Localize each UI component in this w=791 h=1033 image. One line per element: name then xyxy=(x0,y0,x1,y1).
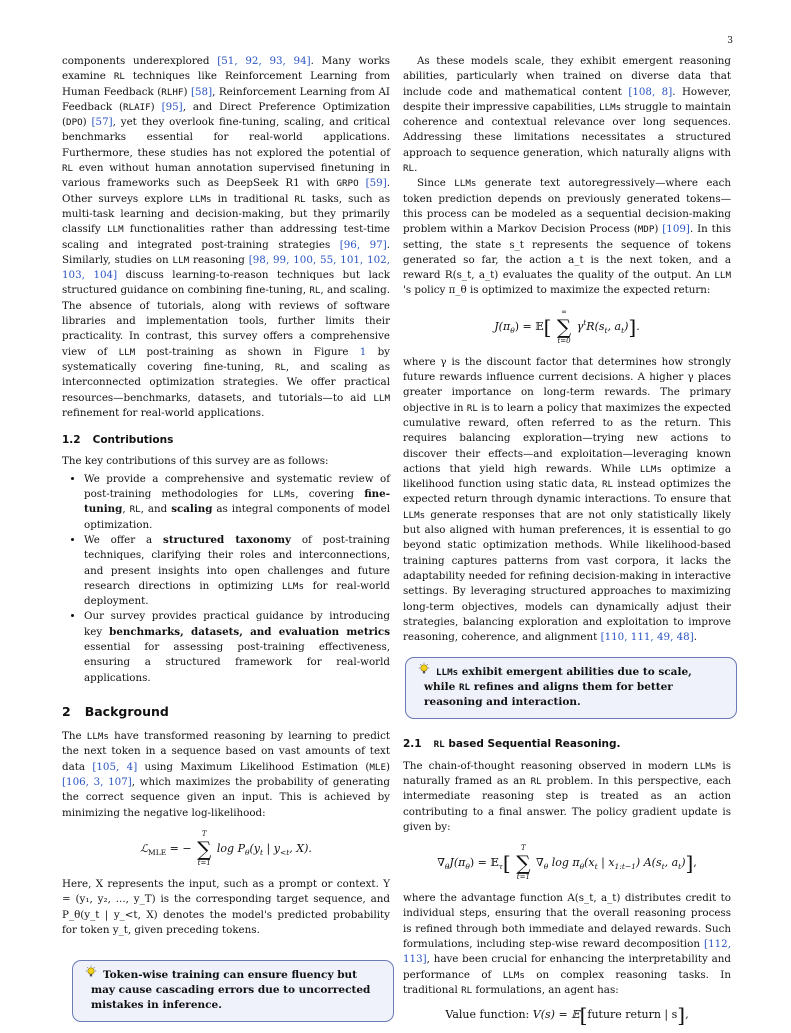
right-paragraph-1 xyxy=(403,54,731,176)
text-run: struggle to maintain coherence and contextual relevance over long sequences. Addressing these limitations necessitates a structured approach to sequence generation, which naturally aligns with xyxy=(403,100,732,159)
bold-term: scaling xyxy=(171,503,213,516)
acronym: RL xyxy=(62,163,74,175)
acronym: LLM xyxy=(373,392,390,404)
bold-term: fine-tuning xyxy=(84,488,390,516)
acronym: LLMs xyxy=(436,667,459,679)
text-run: . xyxy=(693,631,698,644)
pg-body3: (x xyxy=(584,856,595,870)
acronym: LLMs xyxy=(639,463,662,475)
return-reward: R(s xyxy=(586,319,605,333)
section-2-title: Background xyxy=(84,703,169,719)
pg-body5-sub: t xyxy=(661,862,665,872)
section-1-2-heading xyxy=(62,433,390,448)
pg-exp-sub: τ xyxy=(498,862,503,872)
citation-link[interactable]: [57] xyxy=(91,116,113,129)
contributions-list xyxy=(62,472,390,686)
text-run: as integral components of model optimization. xyxy=(84,503,390,531)
text-run: ) xyxy=(82,116,92,129)
mle-rhs-sub: θ xyxy=(244,847,250,857)
acronym: LLMs xyxy=(86,731,109,743)
text-run: 's policy π_θ is optimized to maximize the expected return: xyxy=(403,284,711,297)
mle-args3: , X). xyxy=(289,841,312,855)
text-run: exhibit emergent abilities due to scale, while xyxy=(424,666,692,694)
return-lhs-sub: θ xyxy=(510,325,515,335)
callout-token-wise xyxy=(72,960,394,1022)
pg-body6: , a xyxy=(664,856,679,870)
notation-paragraph xyxy=(62,877,390,938)
text-run: post-training as shown in Figure xyxy=(135,345,360,358)
text-run xyxy=(359,177,366,189)
acronym: RL xyxy=(129,504,141,516)
pg-body-sub: θ xyxy=(543,862,549,872)
text-run: , and scaling as interconnected optimization strategies. We offer practical resources—benchmarks, datasets, and tutorials—to aid xyxy=(62,360,390,404)
section-2-number: 2 xyxy=(62,703,71,719)
citation-link[interactable]: [106, 3, 107] xyxy=(62,776,132,789)
text-run: The xyxy=(62,730,87,743)
return-gamma: γ xyxy=(576,319,584,333)
right-paragraph-4 xyxy=(403,759,731,835)
citation-link[interactable]: [109] xyxy=(662,223,690,236)
return-mid: ) = 𝔼 xyxy=(514,319,544,333)
text-run: Here, X represents the input, such as a prompt or context. Y = (y₁, y₂, ..., y_T) is the corresponding target sequence, and P_θ(y_t | y_<t, X) denotes the model's predicted probability for token y_t, given preceding tokens. xyxy=(62,877,390,936)
pg-body7: ) xyxy=(681,856,686,870)
mle-lhs-sub: MLE xyxy=(148,847,167,857)
text-run: generate responses that are not only statistically likely but also aligned with human preferences, it is essential to go beyond static optimization methods. While likelihood-based training captures patterns from vast corpora, it lacks the adaptability needed for refining decision-making in interactive settings. By leveraging structured approaches to maximizing long-term objectives, models can dynamically adjust their strategies, balancing exploration and exploitation to improve reasoning, coherence, and alignment xyxy=(403,508,731,644)
text-run: on complex reasoning tasks. In traditional xyxy=(403,968,731,996)
bold-term: structured taxonomy xyxy=(163,533,291,546)
acronym: RL xyxy=(602,479,614,491)
citation-link[interactable]: [51, 92, 93, 94] xyxy=(217,55,311,67)
mle-rhs: log P xyxy=(216,841,245,855)
text-run: . Other surveys explore xyxy=(62,177,390,205)
acronym: LLMs xyxy=(273,489,296,501)
pg-body4-sub: 1:t−1 xyxy=(614,862,636,872)
vf-lhs: V(s) = 𝔼 xyxy=(532,1008,580,1022)
section-2-1-number: 2.1 xyxy=(403,738,422,751)
text-run: discuss learning-to-reason techniques but lack structured guidance on combining fine-tuning, xyxy=(62,269,390,297)
mle-sum-bottom: t=1 xyxy=(197,858,211,867)
citation-link[interactable]: [95] xyxy=(161,100,183,113)
citation-link[interactable]: [108, 8] xyxy=(628,85,673,98)
vf-label: Value function: xyxy=(445,1008,533,1022)
return-reward2-sub: t xyxy=(621,325,625,335)
mle-sum-top: T xyxy=(201,829,207,838)
text-run: have transformed reasoning by learning to predict the next token in a sequence based on vast amounts of text data xyxy=(62,730,390,773)
acronym: RL xyxy=(403,163,415,175)
text-run: optimize a likelihood function using static data, xyxy=(403,462,731,491)
pg-nabla-sub: θ xyxy=(444,862,450,872)
acronym: LLMs xyxy=(281,580,304,592)
text-run: . Similarly, studies on xyxy=(62,238,390,266)
value-function-equation: Value function: V(s) = 𝔼[future return | s], xyxy=(445,1003,689,1028)
text-run: formulations, an agent has: xyxy=(472,983,619,996)
acronym: RL xyxy=(113,71,125,83)
text-run: problem. In this perspective, each intermediate reasoning step is treated as an action contributing to a final answer. The policy gradient update is given by: xyxy=(403,774,731,833)
acronym: LLMs xyxy=(403,509,426,521)
section-2-1-heading xyxy=(403,737,731,752)
text-run: reasoning xyxy=(189,253,249,266)
section-1-2-title: Contributions xyxy=(92,434,174,447)
text-run: ) xyxy=(150,100,162,113)
bold-term: benchmarks, datasets, and evaluation metrics xyxy=(109,625,390,638)
text-run: Since xyxy=(417,177,455,190)
text-run: in traditional xyxy=(211,192,295,205)
text-run: , yet they overlook fine-tuning, scaling, and critical benchmarks essential for real-world applications. Furthermore, these studies has not explored the potential of xyxy=(62,116,390,159)
callout-token-wise-text: Token-wise training can ensure fluency but may cause cascading errors due to uncorrected mistakes in inference. xyxy=(91,969,371,1012)
text-run: generate text autoregressively—where each token prediction depends on previously generated tokens—this process can be modeled as a sequential decision-making problem within a Markov Decision Process ( xyxy=(403,177,731,236)
citation-link[interactable]: [59] xyxy=(365,177,387,190)
text-run: , and xyxy=(140,503,172,516)
text-run: ) xyxy=(385,760,391,773)
text-run: We provide a comprehensive and systematic review of post-training methodologies for xyxy=(84,472,390,501)
acronym: LLM xyxy=(107,224,124,236)
acronym: RL xyxy=(466,402,478,414)
text-run: instead optimizes the expected return through dynamic interactions. To ensure that xyxy=(403,478,731,506)
pg-sum-top: T xyxy=(521,844,526,853)
contribution-item xyxy=(84,472,390,533)
citation-link[interactable]: [96, 97] xyxy=(339,238,387,251)
right-column xyxy=(403,54,731,1033)
text-run: We offer a xyxy=(84,533,164,546)
pg-body: ∇ xyxy=(536,856,544,870)
text-run: techniques like Reinforcement Learning from Human Feedback ( xyxy=(62,70,390,98)
text-run: , and Direct Preference Optimization ( xyxy=(62,100,390,129)
mle-lhs: ℒ xyxy=(140,841,149,855)
mle-args: (y xyxy=(249,841,261,855)
text-run: , which maximizes the probability of generating the correct sequence given an input. This is achieved by minimizing the negative log-likelihood: xyxy=(62,776,390,819)
text-run: Our survey provides practical guidance by introducing key xyxy=(84,610,390,638)
text-run: for real-world deployment. xyxy=(84,579,390,608)
text-run: is naturally framed as an xyxy=(403,759,731,787)
acronym: RL xyxy=(459,682,471,694)
acronym: LLMs xyxy=(502,969,525,981)
citation-link[interactable]: [58] xyxy=(190,85,213,98)
return-reward3: ) xyxy=(624,319,629,333)
text-run: , xyxy=(122,503,130,516)
text-run: functionalities rather than addressing test-time scaling and integrated post-training strategies xyxy=(62,223,390,251)
text-run: components underexplored xyxy=(62,55,218,67)
section-1-2-number: 1.2 xyxy=(62,434,81,447)
contributions-intro: The key contributions of this survey are as follows: xyxy=(62,455,329,468)
acronym: RLAIF xyxy=(123,101,151,113)
text-run: , Reinforcement Learning from AI Feedback ( xyxy=(62,85,390,113)
vf-body: future return | s xyxy=(587,1008,678,1022)
acronym: RLHF xyxy=(161,86,184,98)
callout-emergent xyxy=(405,657,737,719)
right-paragraph-5 xyxy=(403,891,731,998)
text-run: , covering xyxy=(295,488,365,501)
pg-sum: T ∑ t=1 xyxy=(516,844,531,882)
mle-sum: T ∑ t=1 xyxy=(197,829,212,867)
text-run: . In this setting, the state s_t represents the sequence of tokens generated so far, the action a_t is the next token, and a reward R(s_t, a_t) evaluates the quality of the output. An xyxy=(403,223,731,282)
text-run: The chain-of-thought reasoning observed in modern xyxy=(403,759,695,772)
acronym: LLMs xyxy=(189,193,212,205)
return-sum-top: ∞ xyxy=(561,307,567,316)
acronym: MLE xyxy=(369,761,386,773)
contribution-item xyxy=(84,609,390,685)
pg-body4: | x xyxy=(597,856,615,870)
acronym: GRPO xyxy=(336,178,359,190)
citation-link[interactable]: [105, 4] xyxy=(92,760,138,773)
acronym: LLM xyxy=(172,254,190,266)
acronym: RL xyxy=(309,285,321,297)
pg-sum-bottom: t=1 xyxy=(516,873,530,882)
text-run: essential for assessing post-training effectiveness, ensuring a structured framework for real-world applications. xyxy=(84,640,390,684)
vf-tail: , xyxy=(685,1008,689,1022)
acronym: RL xyxy=(294,193,306,205)
acronym: RL xyxy=(530,775,542,787)
pg-body6-sub: t xyxy=(678,862,682,872)
return-reward2: , a xyxy=(607,319,622,333)
text-run: , have been crucial for enhancing the interpretability and performance of xyxy=(403,953,731,981)
citation-link[interactable]: 1 xyxy=(359,345,367,358)
section-2-heading xyxy=(62,704,390,719)
acronym: LLMs xyxy=(454,178,477,190)
text-run: . xyxy=(414,162,418,175)
text-run: As these models scale, they exhibit emergent reasoning abilities, particularly when trained on diverse data that include code and mathematical content xyxy=(403,55,731,98)
section-2-1-title: based Sequential Reasoning. xyxy=(444,738,621,751)
acronym: LLMs xyxy=(599,101,622,113)
text-run: ) xyxy=(654,223,663,236)
right-paragraph-3 xyxy=(403,355,731,646)
text-run: where the advantage function A(s_t, a_t) distributes credit to individual steps, ensuring that the overall reasoning process is refined through both immediate and delayed rewards. Such formulations, including step-wise reward decomposition xyxy=(403,892,731,951)
text-run: by systematically covering fine-tuning, xyxy=(62,345,390,373)
acronym: LLM xyxy=(714,270,731,282)
background-paragraph xyxy=(62,729,390,821)
text-run: . However, despite their impressive capabilities, xyxy=(403,85,732,113)
pg-j-sub: θ xyxy=(465,862,470,872)
text-run: where γ is the discount factor that determines how strongly future rewards influence current decisions. A higher γ places greater importance on long-term rewards. The primary objective in xyxy=(403,355,731,414)
mle-args-sub: t xyxy=(260,847,264,857)
text-run: refinement for real-world applications. xyxy=(62,406,265,419)
mle-args2: | y xyxy=(263,841,280,855)
text-run: refines and aligns them for better reasoning and interaction. xyxy=(424,681,673,709)
citation-link[interactable]: [98, 99, 100, 55, 101, 102, 103, 104] xyxy=(62,253,390,282)
pg-body2: log π xyxy=(548,856,580,870)
pg-body2-sub: θ xyxy=(579,862,585,872)
pg-body3-sub: t xyxy=(594,862,598,872)
citation-link[interactable]: [110, 111, 49, 48] xyxy=(600,631,694,644)
acronym: DPO xyxy=(66,117,83,129)
page-number: 3 xyxy=(727,36,733,46)
text-run: using Maximum Likelihood Estimation ( xyxy=(137,760,370,773)
text-run: of post-training techniques, clarifying their roles and interconnections, and present insights into open challenges and future research directions in optimizing xyxy=(84,533,390,592)
pg-nabla: ∇ xyxy=(437,856,445,870)
acronym: LLMs xyxy=(694,760,717,772)
contribution-item xyxy=(84,533,390,609)
lightbulb-icon xyxy=(418,662,432,676)
policy-gradient-equation: $\nabla_\theta J(\pi_\theta)$ = 𝔼$_\tau$[ T ∑ t=1 $\nabla_\theta$ $\log \pi_\theta(x_t$ | $x_{1:t-1}$) $A(s_t$, $a_t$)], xyxy=(437,844,697,882)
left-paragraph-1 xyxy=(62,54,390,421)
mle-equation: ℒ$_{MLE}$ = − T ∑ t=1 $\log P_\theta(y_t$ | $y_{<t}$, X). xyxy=(140,829,312,867)
return-sum: ∞ ∑ t=0 xyxy=(556,307,572,345)
mle-args2-sub: <t xyxy=(279,847,290,857)
return-sum-bottom: t=0 xyxy=(557,336,571,345)
pg-body5: ) A(s xyxy=(635,856,662,870)
pg-j: J(π xyxy=(449,856,466,870)
text-run: ) xyxy=(183,85,191,98)
acronym: LLM xyxy=(118,346,136,358)
text-run: . Many works examine xyxy=(62,55,390,83)
text-run: tasks, such as multi-task learning and decision-making, but they primarily classify xyxy=(62,192,390,236)
acronym: RL xyxy=(274,361,286,373)
text-run: even without human annotation supervised finetuning in various frameworks such as DeepSeek R1 with xyxy=(62,162,390,190)
text-run: is to learn a policy that maximizes the expected cumulative reward, often referred to as the return. This requires balancing exploration—trying new actions to discover their effects—and exploitation—leveraging known actions that yield high rewards. While xyxy=(403,401,731,475)
section-2-1-title-mono: RL xyxy=(433,739,445,751)
citation-link[interactable]: [112, 113] xyxy=(403,938,731,966)
return-equation: $J(\pi_\theta)$ = 𝔼[ ∞ ∑ t=0 $\gamma^tR(s_t$, $a_t$)]. xyxy=(494,307,640,345)
lightbulb-icon xyxy=(85,965,99,979)
return-gamma-sup: t xyxy=(583,317,587,327)
right-paragraph-2 xyxy=(403,176,731,298)
acronym: RL xyxy=(461,984,473,996)
pg-exp: ) = 𝔼 xyxy=(469,856,499,870)
text-run: , and scaling. The absence of tutorials, along with reviews of software libraries and implementation tools, further limits their practicality. In contrast, this survey offers a comprehensive view of xyxy=(62,284,390,358)
callout-emergent-text xyxy=(424,665,724,710)
left-column xyxy=(62,54,390,1022)
return-lhs: J(π xyxy=(494,319,511,333)
acronym: MDP xyxy=(637,224,655,236)
return-reward-sub: t xyxy=(604,325,608,335)
